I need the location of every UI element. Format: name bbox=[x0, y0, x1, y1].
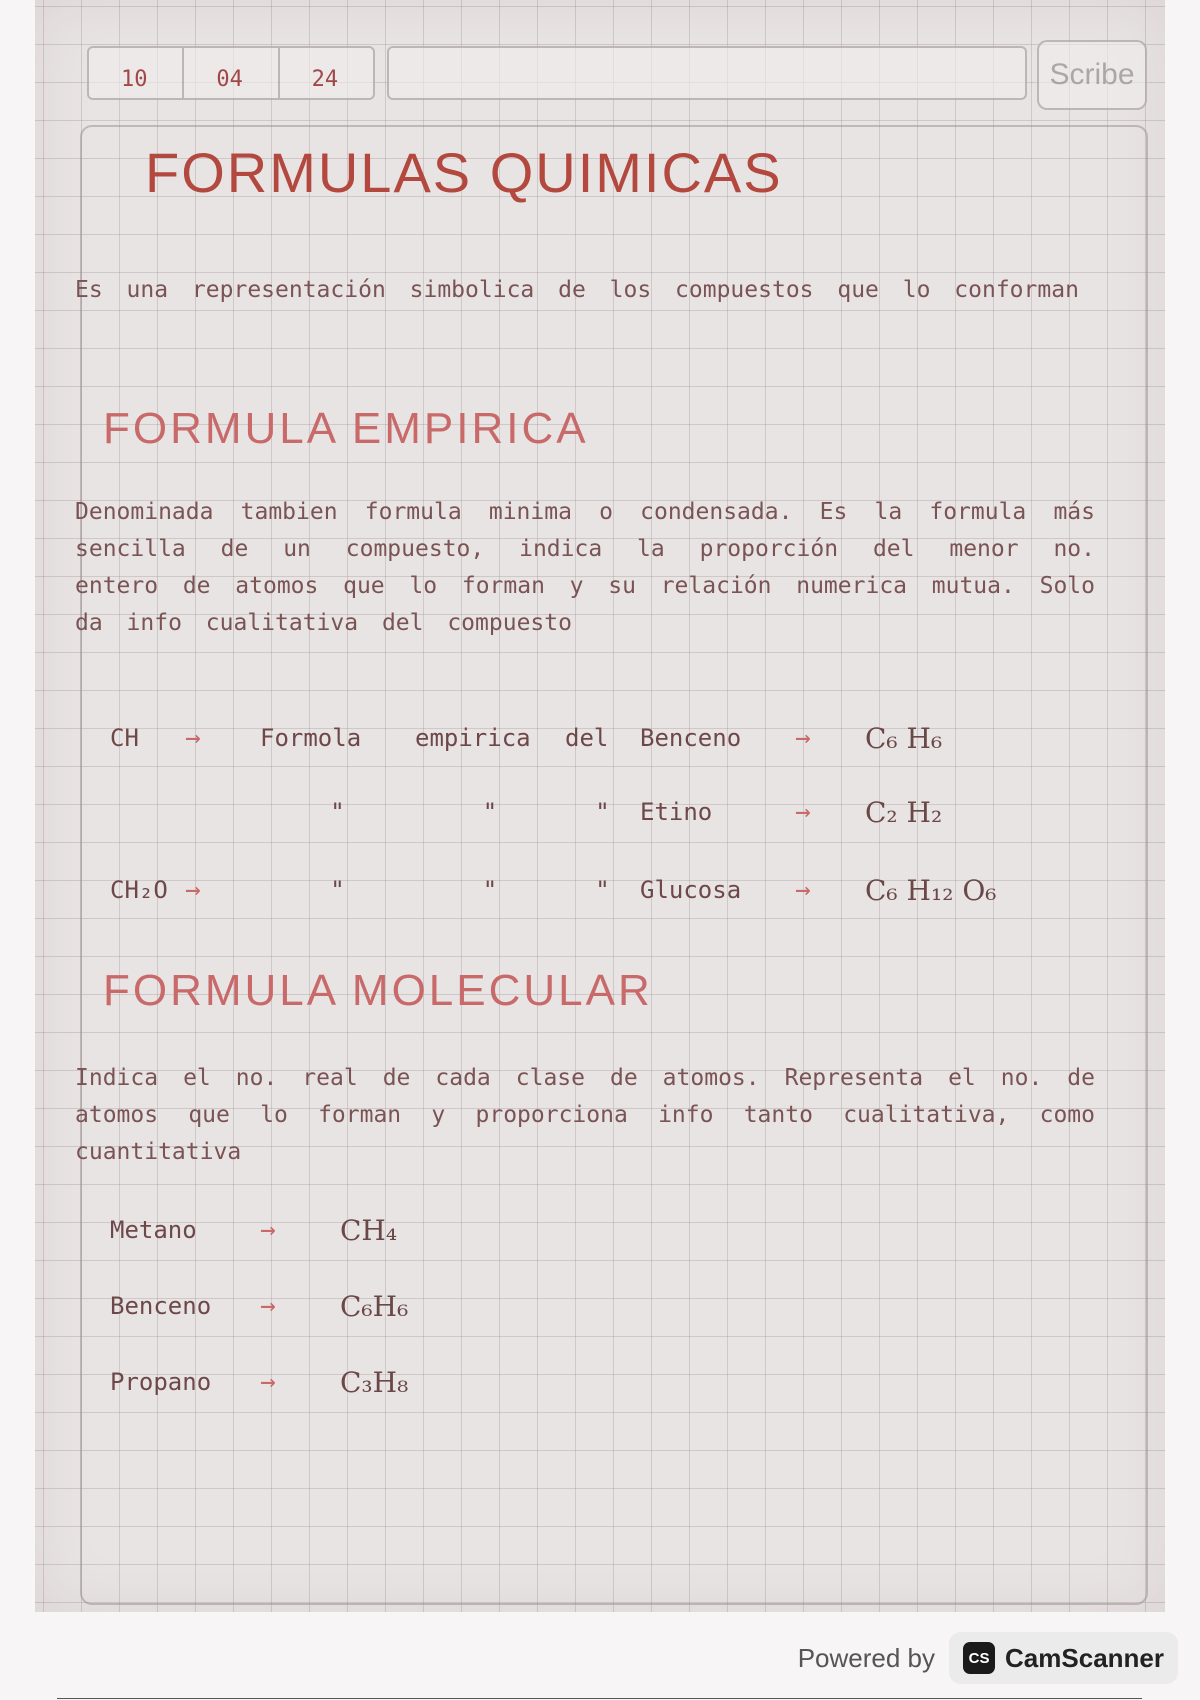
molecular-formula: C₂ H₂ bbox=[865, 795, 943, 829]
arrow-icon: → bbox=[260, 1215, 276, 1245]
ditto-mark: " bbox=[595, 876, 610, 904]
empirical-formula: CH₂O bbox=[110, 876, 168, 904]
camscanner-name: CamScanner bbox=[1005, 1642, 1164, 1673]
date-day: 10 bbox=[89, 48, 184, 98]
molecular-formula: CH₄ bbox=[340, 1213, 398, 1247]
brand-logo: Scribe bbox=[1037, 40, 1147, 110]
molecular-formula: C₃H₈ bbox=[340, 1365, 409, 1399]
molecular-formula: C₆ H₁₂ O₆ bbox=[865, 873, 997, 907]
ditto-mark: " bbox=[482, 876, 498, 904]
intro-text: Es una representación simbolica de los compuestos que lo conforman bbox=[75, 277, 1079, 303]
compound-name: Benceno bbox=[640, 724, 742, 752]
compound-name: Propano bbox=[110, 1368, 212, 1396]
header-title-box bbox=[387, 46, 1027, 100]
arrow-icon: → bbox=[795, 797, 811, 827]
camscanner-badge bbox=[949, 1632, 1178, 1684]
empirica-text: Denominada tambien formula minima o condensada. Es la formula más sencilla de un compuesto, indica la proporción del menor no. entero de atomos que lo forman y su relación numerica mutua. Solo da info cualitativa del compuesto bbox=[75, 499, 1095, 636]
molecular-example-row bbox=[110, 1362, 408, 1402]
compound-name: Glucosa bbox=[640, 876, 742, 904]
molecular-formula: C₆H₆ bbox=[340, 1289, 409, 1323]
page-title: FORMULAS QUIMICAS bbox=[145, 141, 783, 204]
scanner-watermark bbox=[798, 1632, 1178, 1684]
arrow-icon: → bbox=[795, 723, 811, 753]
camscanner-logo-icon: CS bbox=[963, 1642, 995, 1674]
example-row bbox=[110, 870, 997, 910]
label-empirica: empirica bbox=[415, 724, 531, 752]
divider bbox=[57, 1698, 1142, 1699]
molecular-formula: C₆ H₆ bbox=[865, 721, 943, 755]
arrow-icon: → bbox=[260, 1291, 276, 1321]
compound-name: Benceno bbox=[110, 1292, 212, 1320]
arrow-icon: → bbox=[260, 1367, 276, 1397]
ditto-mark: " bbox=[330, 876, 345, 904]
example-row bbox=[110, 718, 942, 758]
ditto-mark: " bbox=[595, 798, 610, 826]
date-box bbox=[87, 46, 375, 100]
heading-empirica: FORMULA EMPIRICA bbox=[103, 404, 589, 453]
compound-name: Etino bbox=[640, 798, 713, 826]
ditto-mark: " bbox=[482, 798, 498, 826]
empirical-formula: CH bbox=[110, 724, 139, 752]
example-row bbox=[110, 792, 942, 832]
powered-by-text: Powered by bbox=[797, 1642, 936, 1673]
label-del: del bbox=[565, 724, 609, 752]
ditto-mark: " bbox=[330, 798, 345, 826]
arrow-icon: → bbox=[185, 875, 201, 905]
arrow-icon: → bbox=[185, 723, 201, 753]
molecular-example-row bbox=[110, 1210, 397, 1250]
label-formula: Formola bbox=[260, 724, 362, 752]
date-month: 04 bbox=[184, 48, 279, 98]
heading-molecular: FORMULA MOLECULAR bbox=[103, 966, 653, 1015]
compound-name: Metano bbox=[110, 1216, 197, 1244]
date-year: 24 bbox=[311, 67, 339, 92]
arrow-icon: → bbox=[795, 875, 811, 905]
molecular-text: Indica el no. real de cada clase de atomos. Representa el no. de atomos que lo forman y proporciona info tanto cualitativa, como cuantitativa bbox=[75, 1065, 1095, 1165]
molecular-example-row bbox=[110, 1286, 408, 1326]
